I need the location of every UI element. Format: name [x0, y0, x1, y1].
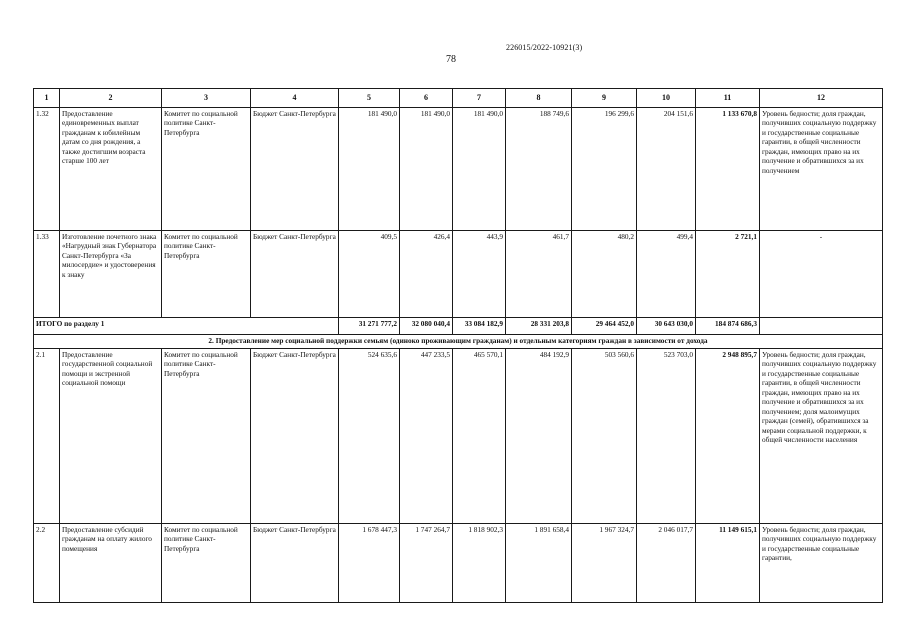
column-header: 6: [400, 89, 453, 108]
value-cell: 181 490,0: [339, 108, 400, 231]
section-title: 2. Предоставление мер социальной поддержки семьям (одиноко проживающим гражданам) и отдельным категориям граждан в зависимости от дохода: [34, 335, 883, 349]
column-header: 5: [339, 89, 400, 108]
value-cell: 1 967 324,7: [572, 524, 637, 603]
executor: Комитет по социальной политике Санкт-Петербурга: [162, 524, 251, 603]
value-cell: 524 635,6: [339, 349, 400, 524]
section-total-label: ИТОГО по разделу 1: [34, 318, 339, 335]
empty-cell: [760, 318, 883, 335]
table-row: [34, 524, 883, 603]
page-number: 78: [446, 54, 456, 65]
measure-name: Предоставление единовременных выплат гражданам к юбилейным датам со дня рождения, а также достигшим возраста старше 100 лет: [60, 108, 162, 231]
table-row: [34, 231, 883, 318]
row-total: 1 133 670,8: [696, 108, 760, 231]
column-header: 11: [696, 89, 760, 108]
value-cell: 1 891 658,4: [506, 524, 572, 603]
funding-source: Бюджет Санкт-Петербурга: [251, 349, 339, 524]
row-number: 1.32: [34, 108, 60, 231]
row-number: 2.1: [34, 349, 60, 524]
value-cell: 2 046 017,7: [637, 524, 696, 603]
total-value: 32 080 040,4: [400, 318, 453, 335]
row-total: 11 149 615,1: [696, 524, 760, 603]
value-cell: 181 490,0: [400, 108, 453, 231]
column-header: 10: [637, 89, 696, 108]
row-total: 2 948 895,7: [696, 349, 760, 524]
value-cell: 1 747 264,7: [400, 524, 453, 603]
total-value: 31 271 777,2: [339, 318, 400, 335]
table-row: [34, 349, 883, 524]
indicator: -: [760, 231, 883, 318]
value-cell: 1 818 902,3: [453, 524, 506, 603]
indicator: Уровень бедности; доля граждан, получивших социальную поддержку и государственные социальные гарантии, в общей численности граждан, имеющих право на их получение и обратившихся за их получением: [760, 108, 883, 231]
column-header: 12: [760, 89, 883, 108]
column-header: 2: [60, 89, 162, 108]
total-value: 33 084 182,9: [453, 318, 506, 335]
row-total: 2 721,1: [696, 231, 760, 318]
column-header: 3: [162, 89, 251, 108]
value-cell: 443,9: [453, 231, 506, 318]
measure-name: Изготовление почетного знака «Нагрудный знак Губернатора Санкт-Петербурга «За милосердие» и удостоверения к знаку: [60, 231, 162, 318]
section-header-row: [34, 335, 883, 349]
indicator: Уровень бедности; доля граждан, получивших социальную поддержку и государственные социальные гарантии, в общей численности граждан, имеющих право на их получение и обратившихся за их получением; доля малоимущих граждан (семей), обратившихся за мерами социальной поддержки, к общей численности населения: [760, 349, 883, 524]
measure-name: Предоставление субсидий гражданам на оплату жилого помещения: [60, 524, 162, 603]
value-cell: 196 299,6: [572, 108, 637, 231]
row-number: 2.2: [34, 524, 60, 603]
executor: Комитет по социальной политике Санкт-Петербурга: [162, 108, 251, 231]
document-id: 226015/2022-10921(3): [506, 43, 583, 52]
measure-name: Предоставление государственной социальной помощи и экстренной социальной помощи: [60, 349, 162, 524]
executor: Комитет по социальной политике Санкт-Петербурга: [162, 231, 251, 318]
total-value: 30 643 030,0: [637, 318, 696, 335]
funding-source: Бюджет Санкт-Петербурга: [251, 108, 339, 231]
value-cell: 181 490,0: [453, 108, 506, 231]
column-header: 8: [506, 89, 572, 108]
value-cell: 426,4: [400, 231, 453, 318]
budget-table: [33, 88, 883, 603]
column-header: 1: [34, 89, 60, 108]
value-cell: 523 703,0: [637, 349, 696, 524]
value-cell: 1 678 447,3: [339, 524, 400, 603]
column-header: 9: [572, 89, 637, 108]
grand-total: 184 874 686,3: [696, 318, 760, 335]
value-cell: 188 749,6: [506, 108, 572, 231]
total-value: 28 331 203,8: [506, 318, 572, 335]
value-cell: 204 151,6: [637, 108, 696, 231]
total-value: 29 464 452,0: [572, 318, 637, 335]
row-number: 1.33: [34, 231, 60, 318]
funding-source: Бюджет Санкт-Петербурга: [251, 231, 339, 318]
value-cell: 480,2: [572, 231, 637, 318]
column-header: 4: [251, 89, 339, 108]
value-cell: 484 192,9: [506, 349, 572, 524]
value-cell: 499,4: [637, 231, 696, 318]
header-row: [34, 89, 883, 108]
indicator: Уровень бедности; доля граждан, получивших социальную поддержку и государственные социальные гарантии,: [760, 524, 883, 603]
funding-source: Бюджет Санкт-Петербурга: [251, 524, 339, 603]
value-cell: 447 233,5: [400, 349, 453, 524]
executor: Комитет по социальной политике Санкт-Петербурга: [162, 349, 251, 524]
column-header: 7: [453, 89, 506, 108]
table-row: [34, 108, 883, 231]
value-cell: 409,5: [339, 231, 400, 318]
section-total-row: [34, 318, 883, 335]
value-cell: 461,7: [506, 231, 572, 318]
value-cell: 465 570,1: [453, 349, 506, 524]
value-cell: 503 560,6: [572, 349, 637, 524]
